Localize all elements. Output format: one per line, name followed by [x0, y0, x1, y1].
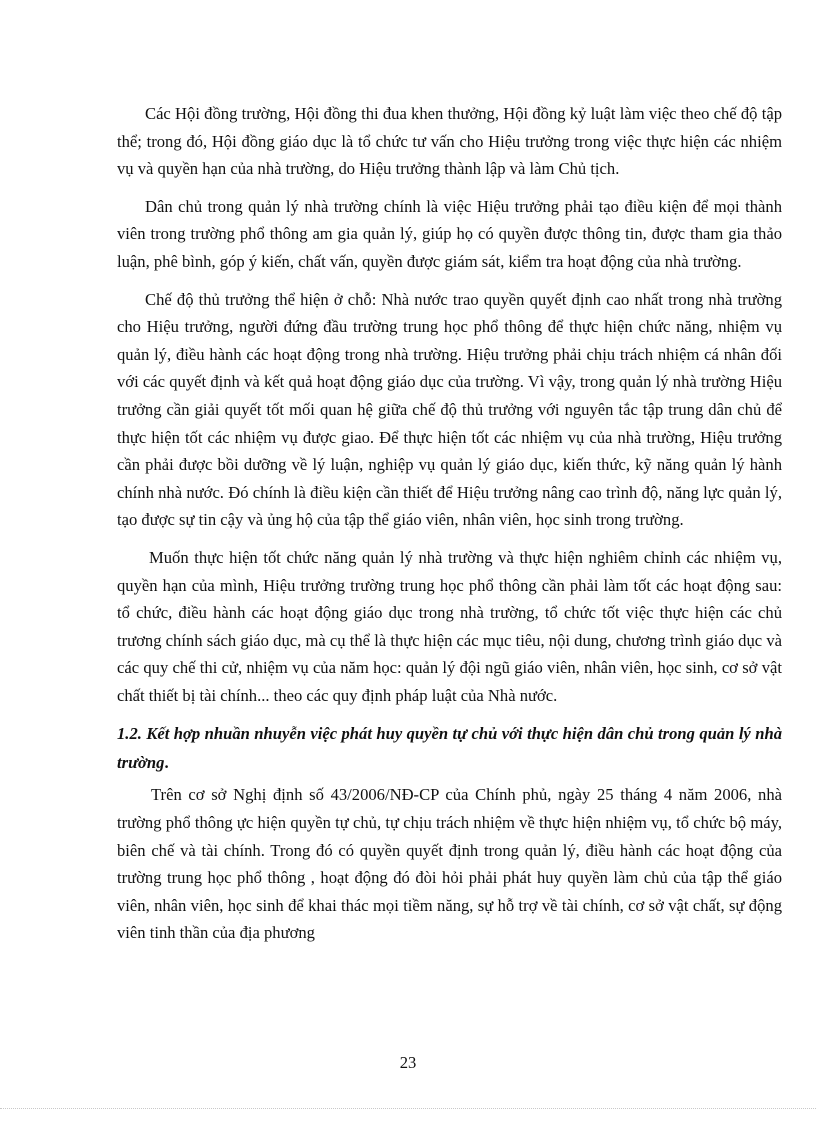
- paragraph-principal-regime: Chế độ thủ trưởng thể hiện ở chỗ: Nhà nước trao quyền quyết định cao nhất trong nhà trường cho Hiệu trưởng, người đứng đầu trường trung học phổ thông để thực hiện chức năng, nhiệm vụ quản lý, điều hành các hoạt động trong nhà trường. Hiệu trưởng phải chịu trách nhiệm cá nhân đối với các quyết định và kết quả hoạt động giáo dục của trường. Vì vậy, trong quản lý nhà trường Hiệu trưởng cần giải quyết tốt mối quan hệ giữa chế độ thủ trưởng với nguyên tắc tập trung dân chủ để thực hiện tốt các nhiệm vụ được giao. Để thực hiện tốt các nhiệm vụ của nhà trường, Hiệu trưởng cần phải được bồi dưỡng về lý luận, nghiệp vụ quản lý giáo dục, kiến thức, kỹ năng quản lý hành chính nhà nước. Đó chính là điều kiện cần thiết để Hiệu trưởng nâng cao trình độ, năng lực quản lý, tạo được sự tin cậy và ủng hộ của tập thể giáo viên, nhân viên, học sinh trong trường.: [117, 289, 782, 530]
- page-body: [117, 100, 782, 957]
- section-title: Kết hợp nhuần nhuyễn việc phát huy quyền tự chủ với thực hiện dân chủ trong quản lý nhà trường: [117, 724, 782, 773]
- page-bottom-divider: [0, 1108, 816, 1109]
- paragraph-autonomy: Trên cơ sở Nghị định số 43/2006/NĐ-CP của Chính phủ, ngày 25 tháng 4 năm 2006, nhà trường phổ thông ực hiện quyền tự chủ, tự chịu trách nhiệm về thực hiện nhiệm vụ, tổ chức bộ máy, biên chế và tài chính. Trong đó có quyền quyết định trong quản lý, điều hành các hoạt động của trường trung học phổ thông , hoạt động đó đòi hỏi phải phát huy quyền làm chủ của tập thể giáo viên, nhân viên, học sinh để khai thác mọi tiềm năng, sự hỗ trợ về tài chính, cơ sở vật chất, sự động viên tinh thần của địa phương: [117, 785, 782, 943]
- section-title-period: .: [164, 753, 169, 773]
- page-number: 23: [399, 1053, 417, 1072]
- paragraph-management-tasks: Muốn thực hiện tốt chức năng quản lý nhà trường và thực hiện nghiêm chỉnh các nhiệm vụ, quyền hạn của mình, Hiệu trưởng trường trung học phổ thông cần phải làm tốt các hoạt động sau: tổ chức, điều hành các hoạt động giáo dục trong nhà trường, tổ chức tốt việc thực hiện các chủ trương chính sách giáo dục, mà cụ thể là thực hiện các mục tiêu, nội dung, chương trình giáo dục và các quy chế thi cử, nhiệm vụ của năm học: quản lý đội ngũ giáo viên, nhân viên, học sinh, cơ sở vật chất thiết bị tài chính... theo các quy định pháp luật của Nhà nước.: [117, 547, 782, 705]
- paragraph-democracy: Dân chủ trong quản lý nhà trường chính là việc Hiệu trưởng phải tạo điều kiện để mọi thành viên trong trường phổ thông am gia quản lý, giúp họ có quyền được thông tin, được tham gia thảo luận, phê bình, góp ý kiến, chất vấn, quyền được giám sát, kiểm tra hoạt động của nhà trường.: [117, 196, 782, 271]
- section-number: 1.2.: [117, 724, 142, 744]
- paragraph-councils: Các Hội đồng trường, Hội đồng thi đua khen thưởng, Hội đồng kỷ luật làm việc theo chế độ tập thể; trong đó, Hội đồng giáo dục là tổ chức tư vấn cho Hiệu trưởng trong việc thực hiện các nhiệm vụ và quyền hạn của nhà trường, do Hiệu trưởng thành lập và làm Chủ tịch.: [117, 104, 782, 179]
- section-heading: [117, 719, 782, 777]
